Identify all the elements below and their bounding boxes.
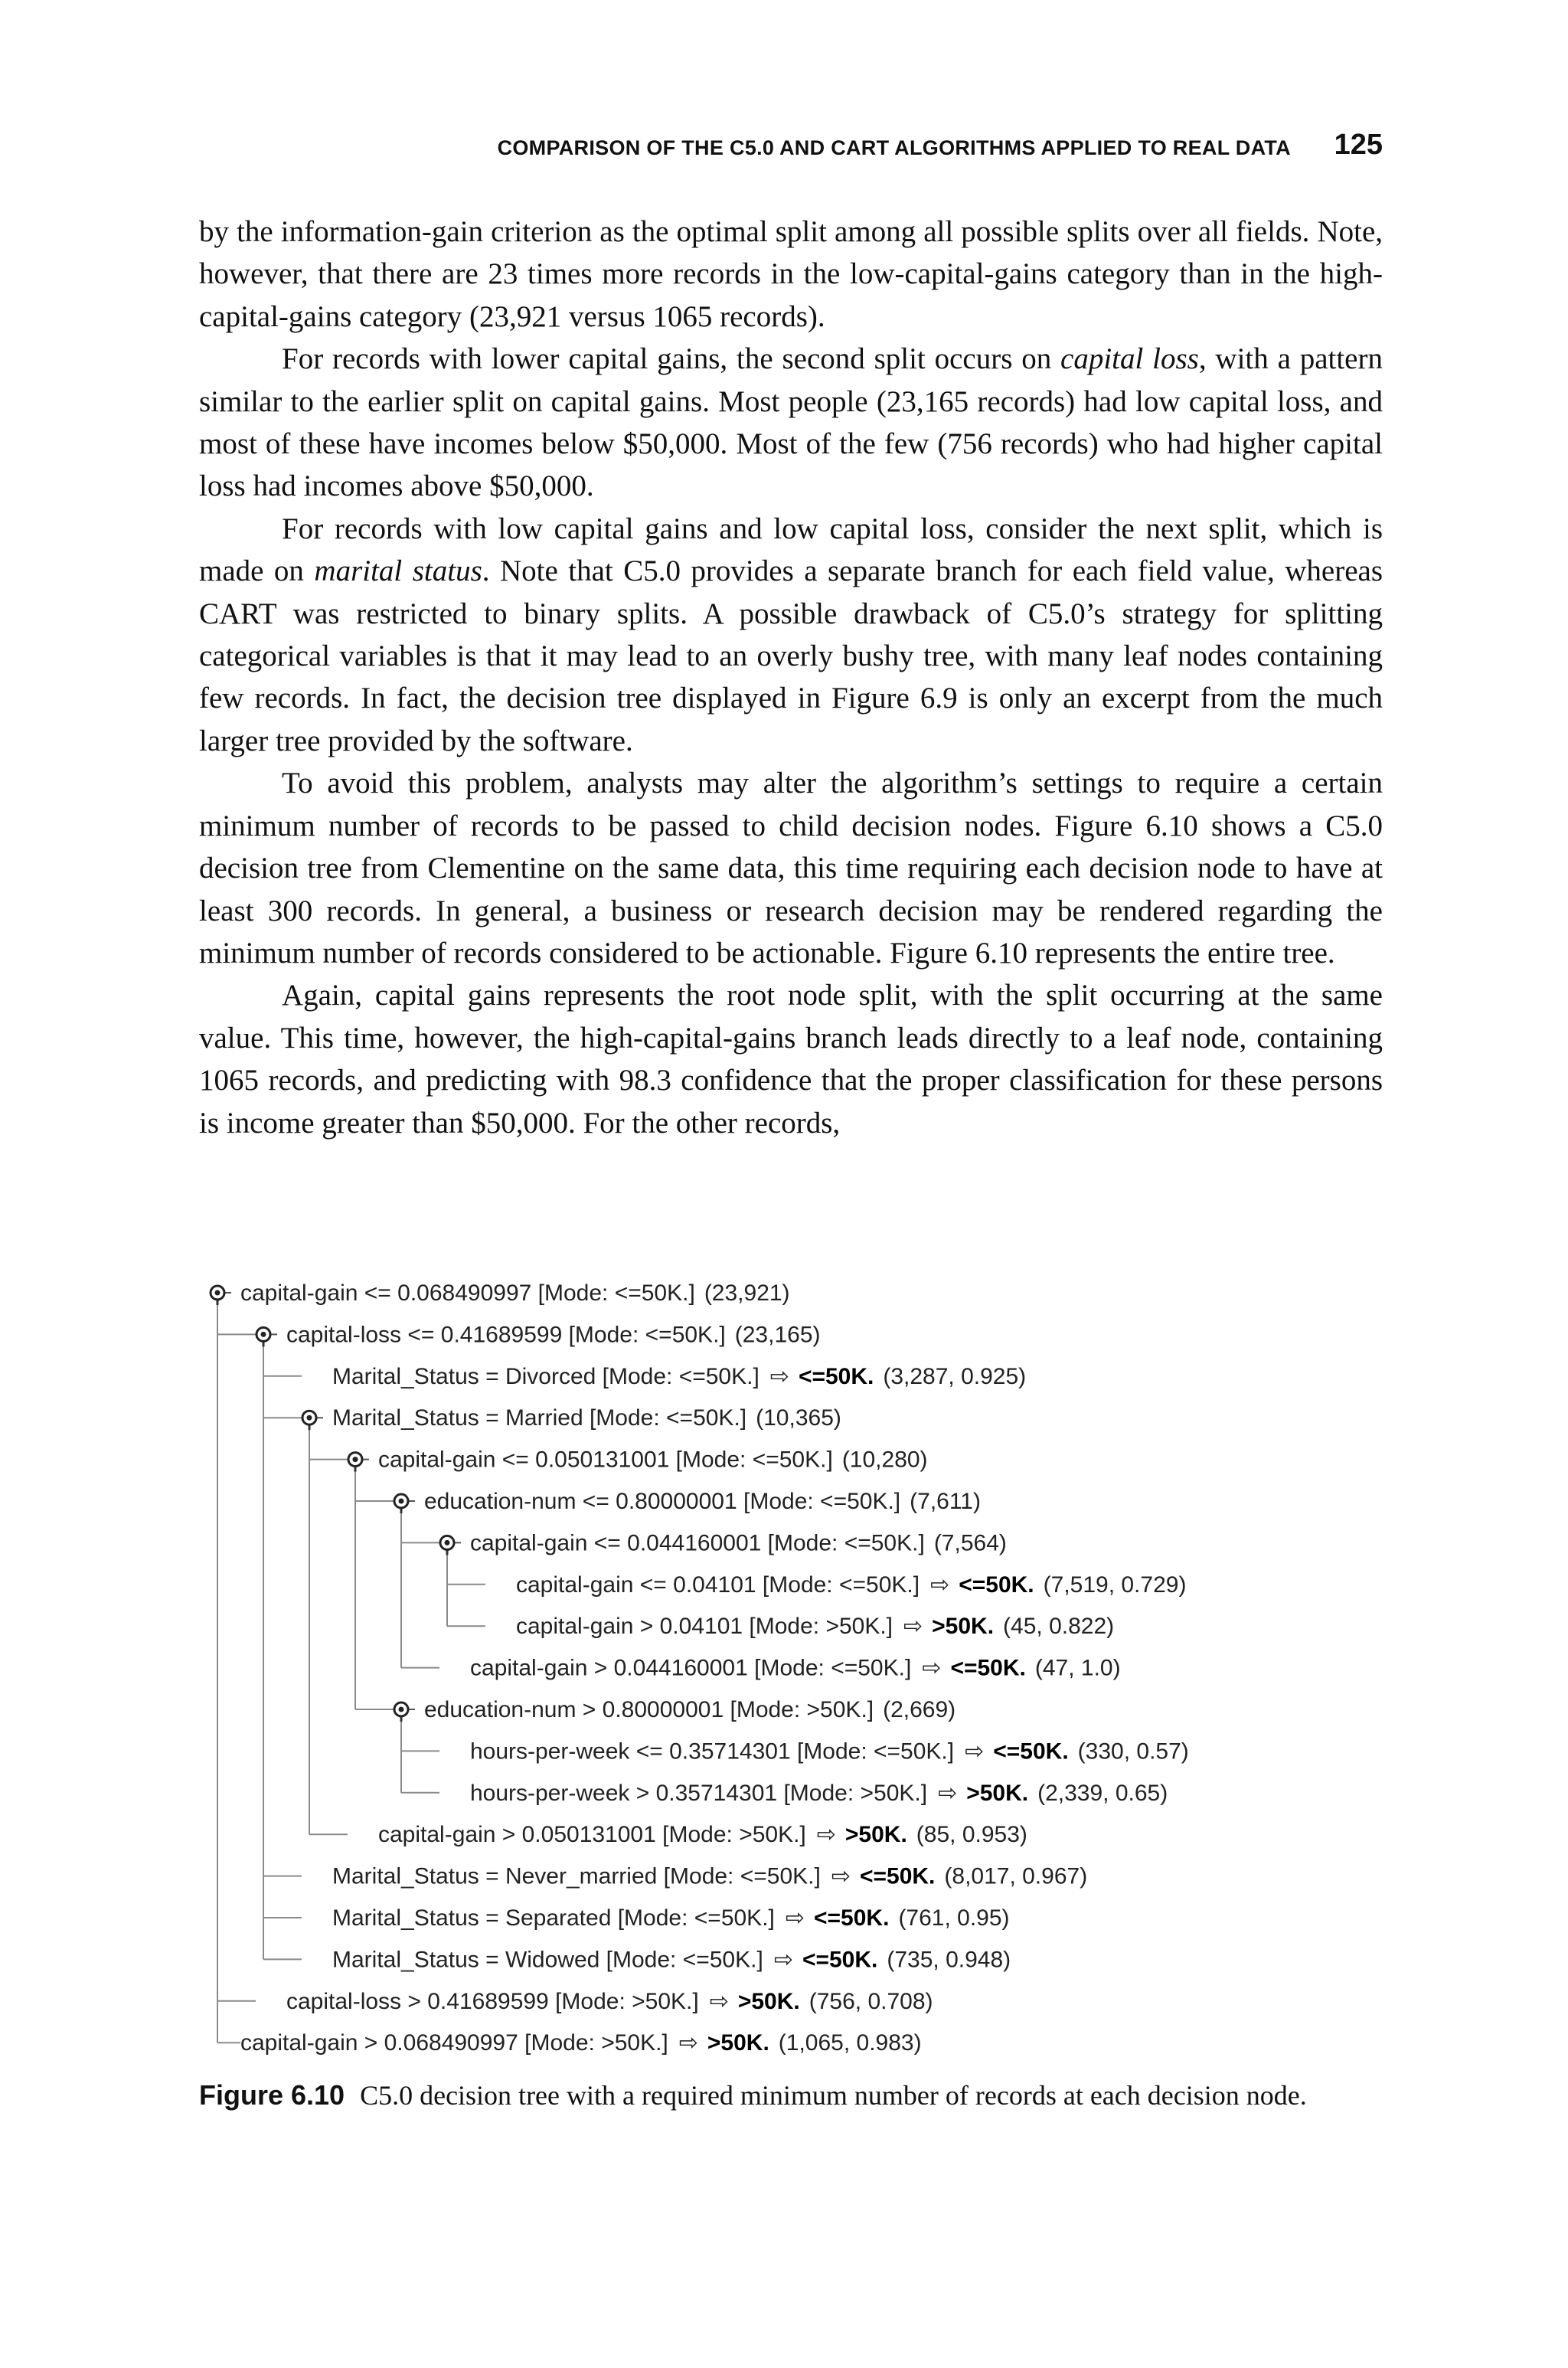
arrow-icon: ⇨ bbox=[769, 1363, 789, 1389]
node-prediction: >50K. bbox=[707, 2030, 769, 2056]
body-paragraph bbox=[199, 974, 1383, 1144]
arrow-icon: ⇨ bbox=[903, 1614, 923, 1640]
node-mode: [Mode: <=50K.] bbox=[611, 1905, 775, 1931]
node-condition: Marital_Status = Separated bbox=[332, 1905, 612, 1931]
node-mode: [Mode: <=50K.] bbox=[747, 1655, 912, 1681]
text-run: Again, capital gains represents the root node split, with the split occurring at the same value. This time, however, the high-capital-gains branch leads directly to a leaf node, containing 1065 records, and predicting with 98.3 confidence that the proper classification for these persons is income greater than $50,000. For the other records, bbox=[199, 979, 1383, 1140]
node-mode: [Mode: <=50K.] bbox=[531, 1280, 695, 1306]
italic-term: marital status bbox=[314, 554, 482, 588]
text-run: For records with lower capital gains, the second split occurs on bbox=[282, 342, 1061, 376]
page-header bbox=[199, 129, 1383, 175]
node-condition: capital-gain <= 0.044160001 bbox=[470, 1530, 762, 1556]
body-paragraph bbox=[199, 211, 1383, 338]
node-stats: (23,921) bbox=[704, 1280, 790, 1306]
tree-node-label bbox=[240, 1280, 790, 1306]
node-condition: Marital_Status = Married bbox=[332, 1405, 583, 1431]
node-stats: (756, 0.708) bbox=[808, 1988, 933, 2014]
node-condition: education-num <= 0.80000001 bbox=[424, 1489, 737, 1514]
node-mode: [Mode: <=50K.] bbox=[737, 1489, 901, 1514]
node-mode: [Mode: <=50K.] bbox=[562, 1322, 726, 1348]
tree-node-label bbox=[240, 2030, 922, 2056]
node-stats: (23,165) bbox=[734, 1322, 821, 1348]
node-stats: (2,669) bbox=[883, 1697, 956, 1722]
node-stats: (735, 0.948) bbox=[887, 1947, 1011, 1973]
body-paragraph bbox=[199, 508, 1383, 762]
node-prediction: >50K. bbox=[737, 1988, 800, 2014]
body-paragraph bbox=[199, 762, 1383, 974]
node-mode: [Mode: >50K.] bbox=[655, 1822, 806, 1848]
node-condition: Marital_Status = Widowed bbox=[332, 1947, 600, 1973]
figure-caption bbox=[199, 2075, 1383, 2115]
arrow-icon: ⇨ bbox=[922, 1655, 942, 1681]
page-number: 125 bbox=[1334, 129, 1383, 161]
decision-node-dot bbox=[261, 1332, 266, 1337]
node-stats: (1,065, 0.983) bbox=[778, 2030, 922, 2056]
node-prediction: <=50K. bbox=[950, 1655, 1026, 1681]
tree-node-label bbox=[332, 1405, 841, 1431]
tree-node-label bbox=[332, 1364, 1026, 1389]
node-mode: [Mode: >50K.] bbox=[777, 1780, 928, 1806]
tree-node-label bbox=[470, 1738, 1189, 1764]
tree-node-label bbox=[470, 1530, 1007, 1555]
node-mode: [Mode: <=50K.] bbox=[657, 1863, 821, 1889]
node-condition: capital-gain <= 0.050131001 bbox=[378, 1447, 670, 1473]
node-prediction: <=50K. bbox=[798, 1363, 874, 1389]
node-condition: capital-loss <= 0.41689599 bbox=[286, 1322, 563, 1348]
node-prediction: <=50K. bbox=[959, 1572, 1034, 1598]
node-mode: [Mode: <=50K.] bbox=[599, 1947, 763, 1973]
text-run: by the information-gain criterion as the optimal split among all possible splits over all fields. Note, however, that there are 23 times more records in the low-capital-gains category than in the high-capital-gains category (23,921 versus 1065 records). bbox=[199, 215, 1383, 333]
tree-node-label bbox=[378, 1822, 1027, 1847]
arrow-icon: ⇨ bbox=[709, 1988, 729, 2014]
arrow-icon: ⇨ bbox=[930, 1572, 950, 1598]
node-condition: capital-gain > 0.044160001 bbox=[470, 1655, 748, 1681]
node-stats: (330, 0.57) bbox=[1077, 1738, 1189, 1765]
tree-node-label bbox=[470, 1656, 1121, 1681]
node-prediction: <=50K. bbox=[993, 1738, 1069, 1765]
arrow-icon: ⇨ bbox=[773, 1947, 793, 1973]
node-stats: (45, 0.822) bbox=[1003, 1614, 1115, 1640]
node-mode: [Mode: <=50K.] bbox=[756, 1572, 920, 1598]
node-mode: [Mode: <=50K.] bbox=[583, 1405, 747, 1431]
node-condition: Marital_Status = Divorced bbox=[332, 1363, 596, 1389]
arrow-icon: ⇨ bbox=[785, 1905, 805, 1931]
node-stats: (2,339, 0.65) bbox=[1037, 1780, 1168, 1806]
figure-6-10 bbox=[199, 1271, 1383, 2068]
tree-node-label bbox=[516, 1614, 1114, 1639]
arrow-icon: ⇨ bbox=[678, 2030, 698, 2056]
node-mode: [Mode: >50K.] bbox=[518, 2030, 668, 2056]
text-run: To avoid this problem, analysts may alter the algorithm’s settings to require a certain minimum number of records to be passed to child decision nodes. Figure 6.10 shows a C5.0 decision tree from Clementine on the same data, this time requiring each decision node to have at least 300 records. In general, a business or research decision may be rendered regarding the minimum number of records considered to be actionable. Figure 6.10 represents the entire tree. bbox=[199, 767, 1383, 970]
tree-node-label bbox=[286, 1322, 821, 1347]
tree-node-label bbox=[424, 1489, 981, 1514]
tree-node-label bbox=[516, 1572, 1186, 1598]
node-stats: (3,287, 0.925) bbox=[883, 1363, 1027, 1389]
node-mode: [Mode: <=50K.] bbox=[761, 1530, 925, 1556]
arrow-icon: ⇨ bbox=[816, 1822, 836, 1848]
node-stats: (761, 0.95) bbox=[898, 1905, 1010, 1931]
node-stats: (85, 0.953) bbox=[916, 1822, 1027, 1848]
arrow-icon: ⇨ bbox=[938, 1780, 958, 1806]
tree-node-label bbox=[332, 1864, 1087, 1889]
decision-node-dot bbox=[215, 1290, 220, 1296]
tree-node-label bbox=[332, 1905, 1010, 1931]
text-run: , with a pattern similar to the earlier split on capital gains. Most people (23,165 records) had low capital loss, and most of these have incomes below $50,000. Most of the few (756 records) who had higher capital loss had incomes above $50,000. bbox=[199, 342, 1383, 503]
node-condition: capital-gain > 0.04101 bbox=[516, 1614, 743, 1640]
caption-text: C5.0 decision tree with a required minimum number of records at each decision node. bbox=[360, 2080, 1307, 2111]
tree-node-label bbox=[424, 1697, 956, 1722]
tree-node-label bbox=[286, 1989, 933, 2014]
node-stats: (7,519, 0.729) bbox=[1043, 1572, 1187, 1598]
node-condition: education-num > 0.80000001 bbox=[424, 1697, 724, 1722]
tree-node-label bbox=[470, 1781, 1168, 1806]
node-stats: (10,365) bbox=[756, 1405, 841, 1431]
caption-label: Figure 6.10 bbox=[199, 2079, 345, 2111]
node-prediction: >50K. bbox=[844, 1822, 907, 1848]
node-stats: (7,564) bbox=[933, 1530, 1007, 1556]
node-prediction: <=50K. bbox=[802, 1947, 878, 1973]
node-condition: capital-loss > 0.41689599 bbox=[286, 1988, 549, 2014]
node-condition: Marital_Status = Never_married bbox=[332, 1863, 658, 1889]
decision-node-dot bbox=[399, 1499, 404, 1504]
node-mode: [Mode: >50K.] bbox=[724, 1697, 874, 1722]
decision-node-dot bbox=[445, 1540, 450, 1545]
node-condition: hours-per-week > 0.35714301 bbox=[470, 1780, 778, 1806]
arrow-icon: ⇨ bbox=[965, 1738, 985, 1765]
decision-node-dot bbox=[307, 1415, 312, 1421]
decision-node-dot bbox=[399, 1707, 404, 1712]
arrow-icon: ⇨ bbox=[831, 1863, 851, 1889]
decision-tree bbox=[199, 1271, 1383, 2068]
node-mode: [Mode: >50K.] bbox=[548, 1988, 699, 2014]
node-prediction: <=50K. bbox=[814, 1905, 890, 1931]
body-paragraph bbox=[199, 338, 1383, 508]
tree-node-label bbox=[332, 1947, 1011, 1972]
tree-node-label bbox=[378, 1447, 928, 1473]
node-stats: (8,017, 0.967) bbox=[944, 1863, 1088, 1889]
node-mode: [Mode: <=50K.] bbox=[596, 1363, 760, 1389]
italic-term: capital loss bbox=[1060, 342, 1199, 376]
node-condition: capital-gain > 0.068490997 bbox=[240, 2030, 518, 2056]
text-run: For records with low capital gains and low capital loss, consider the next split, which is made on bbox=[199, 512, 1383, 588]
body-text bbox=[199, 211, 1383, 1144]
node-prediction: <=50K. bbox=[859, 1863, 936, 1889]
node-mode: [Mode: >50K.] bbox=[743, 1614, 893, 1640]
node-mode: [Mode: <=50K.] bbox=[669, 1447, 833, 1473]
running-head: COMPARISON OF THE C5.0 AND CART ALGORITHMS APPLIED TO REAL DATA bbox=[497, 136, 1291, 159]
node-condition: hours-per-week <= 0.35714301 bbox=[470, 1738, 791, 1765]
node-prediction: >50K. bbox=[932, 1614, 995, 1640]
node-condition: capital-gain <= 0.04101 bbox=[516, 1572, 756, 1598]
node-condition: capital-gain <= 0.068490997 bbox=[240, 1280, 532, 1306]
node-prediction: >50K. bbox=[966, 1780, 1029, 1806]
decision-node-dot bbox=[353, 1457, 358, 1462]
node-stats: (10,280) bbox=[841, 1447, 928, 1473]
node-stats: (47, 1.0) bbox=[1034, 1655, 1121, 1681]
node-stats: (7,611) bbox=[910, 1489, 981, 1514]
node-condition: capital-gain > 0.050131001 bbox=[378, 1822, 656, 1848]
text-run: . Note that C5.0 provides a separate branch for each field value, whereas CART was restricted to binary splits. A possible drawback of C5.0’s strategy for splitting categorical variables is that it may lead to an overly bushy tree, with many leaf nodes containing few records. In fact, the decision tree displayed in Figure 6.9 is only an excerpt from the much larger tree provided by the software. bbox=[199, 554, 1383, 757]
node-mode: [Mode: <=50K.] bbox=[790, 1738, 955, 1765]
